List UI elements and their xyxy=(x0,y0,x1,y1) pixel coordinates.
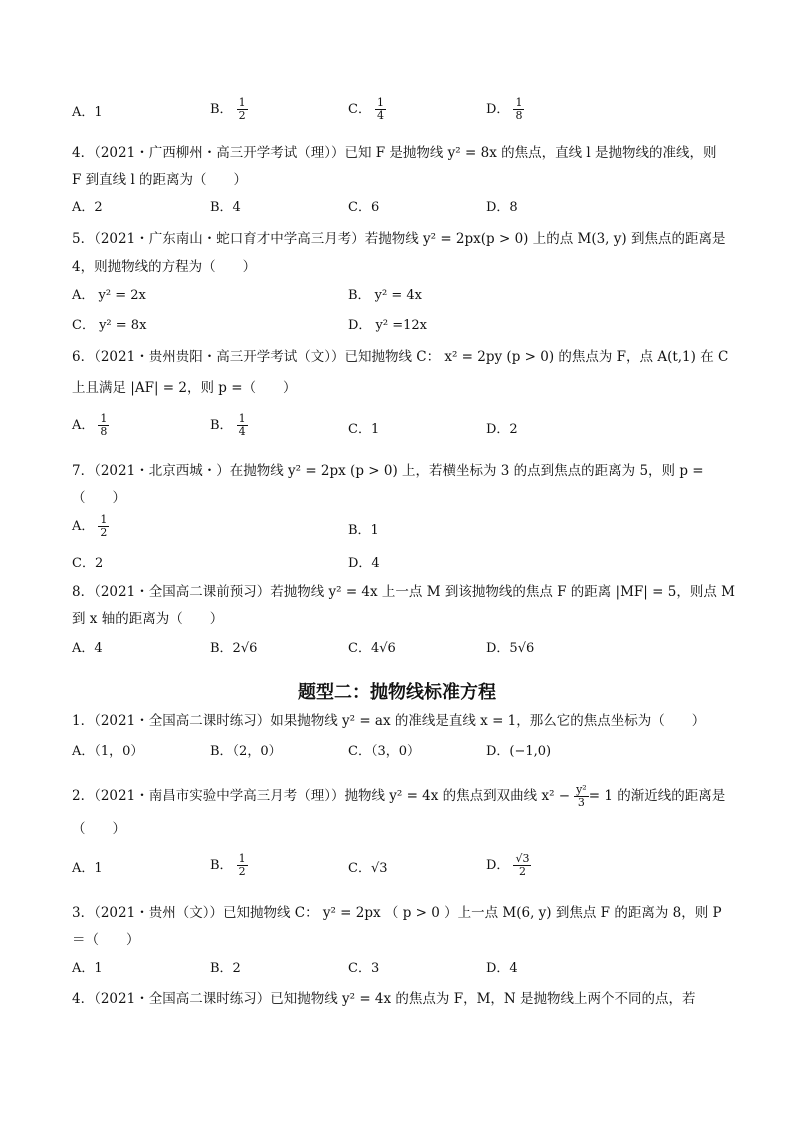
q8-option-b: B．2√6 xyxy=(210,641,258,656)
q7-stem-line1: 7．（2021・北京西城・）在抛物线 y² = 2px (p > 0) 上，若横坐标为 3 的点到焦点的距离为 5，则 p = xyxy=(72,463,704,479)
q8-stem-line1: 8．（2021・全国高二课前预习）若抛物线 y² = 4x 上一点 M 到该抛物线的焦点 F 的距离 |MF| = 5，则点 M xyxy=(72,584,735,600)
s2q2-option-c: C．√3 xyxy=(348,861,388,876)
s2q1-option-b: B．（2，0） xyxy=(210,744,282,759)
s2q2-option-d: D． $\frac{√3}{2}$ xyxy=(486,852,530,878)
q6-option-d: D．2 xyxy=(486,422,518,437)
q7-option-b: B．1 xyxy=(348,523,379,538)
q5-stem-line1: 5．（2021・广东南山・蛇口育才中学高三月考）若抛物线 y² = 2px(p > 0) 上的点 M(3, y) 到焦点的距离是 xyxy=(72,231,726,247)
s2q2-stem-line2: （ ） xyxy=(72,821,126,837)
s2q2-option-b: B． $\frac{1}{2}$ xyxy=(210,852,246,878)
q4-stem-line2: F 到直线 l 的距离为（ ） xyxy=(72,172,248,188)
s2q3-stem-line1: 3．（2021・贵州（文））已知抛物线 C： y² = 2px （ p > 0 ）上一点 M(6, y) 到焦点 F 的距离为 8，则 P xyxy=(72,905,722,921)
q5-option-d: D． y² =12x xyxy=(348,318,428,333)
q5-option-c: C． y² = 8x xyxy=(72,318,147,333)
q7-option-d: D．4 xyxy=(348,556,380,571)
q4-option-a: A．2 xyxy=(72,200,103,215)
q3-option-a: A．1 xyxy=(72,105,103,120)
q8-option-d: D．5√6 xyxy=(486,641,535,656)
s2q1-stem-line1: 1．（2021・全国高二课时练习）如果抛物线 y² = ax 的准线是直线 x = 1，那么它的焦点坐标为（ ） xyxy=(72,713,706,729)
s2q3-option-a: A．1 xyxy=(72,961,103,976)
s2q1-option-c: C．（3，0） xyxy=(348,744,420,759)
q7-stem-line2: （ ） xyxy=(72,490,126,506)
q8-stem-line2: 到 x 轴的距离为（ ） xyxy=(72,611,224,627)
q6-option-a: A． $\frac{1}{8}$ xyxy=(72,412,108,438)
s2q3-option-b: B．2 xyxy=(210,961,241,976)
s2q2-option-a: A．1 xyxy=(72,861,103,876)
s2q3-option-d: D．4 xyxy=(486,961,518,976)
q4-stem-line1: 4．（2021・广西柳州・高三开学考试（理））已知 F 是抛物线 y² = 8x 的焦点，直线 l 是抛物线的准线，则 xyxy=(72,145,717,161)
q6-stem-line2: 上且满足 |AF| = 2，则 p =（ ） xyxy=(72,380,297,396)
q3-option-b: B． $\frac{1}{2}$ xyxy=(210,96,246,122)
q4-option-c: C．6 xyxy=(348,200,380,215)
q7-option-c: C．2 xyxy=(72,556,104,571)
q5-option-b: B． y² = 4x xyxy=(348,288,423,303)
s2q1-option-a: A．（1，0） xyxy=(72,744,144,759)
q5-stem-line2: 4，则抛物线的方程为（ ） xyxy=(72,259,257,275)
q6-stem-line1: 6．（2021・贵州贵阳・高三开学考试（文））已知抛物线 C： x² = 2py (p > 0) 的焦点为 F，点 A(t,1) 在 C xyxy=(72,349,729,365)
q6-option-b: B． $\frac{1}{4}$ xyxy=(210,412,246,438)
q4-option-d: D．8 xyxy=(486,200,518,215)
s2q3-stem-line2: ＝（ ） xyxy=(72,932,140,948)
s2q1-option-d: D．(−1,0) xyxy=(486,744,552,759)
q4-option-b: B．4 xyxy=(210,200,241,215)
s2q2-stem-line1: 2．（2021・南昌市实验中学高三月考（理））抛物线 y² = 4x 的焦点到双曲线 x² − $\frac{\text{y²}}{3}$ = 1 的渐近线的距离是 xyxy=(72,783,726,809)
section-title: 题型二：抛物线标准方程 xyxy=(298,682,496,703)
s2q4-stem-line1: 4．（2021・全国高二课时练习）已知抛物线 y² = 4x 的焦点为 F，M，N 是抛物线上两个不同的点，若 xyxy=(72,991,696,1007)
q5-option-a: A． y² = 2x xyxy=(72,288,146,303)
s2q3-option-c: C．3 xyxy=(348,961,380,976)
q8-option-a: A．4 xyxy=(72,641,103,656)
q3-option-c: C． $\frac{1}{4}$ xyxy=(348,96,384,122)
q7-option-a: A． $\frac{1}{2}$ xyxy=(72,513,108,539)
q3-option-d: D． $\frac{1}{8}$ xyxy=(486,96,523,122)
q6-option-c: C．1 xyxy=(348,422,380,437)
q8-option-c: C．4√6 xyxy=(348,641,396,656)
